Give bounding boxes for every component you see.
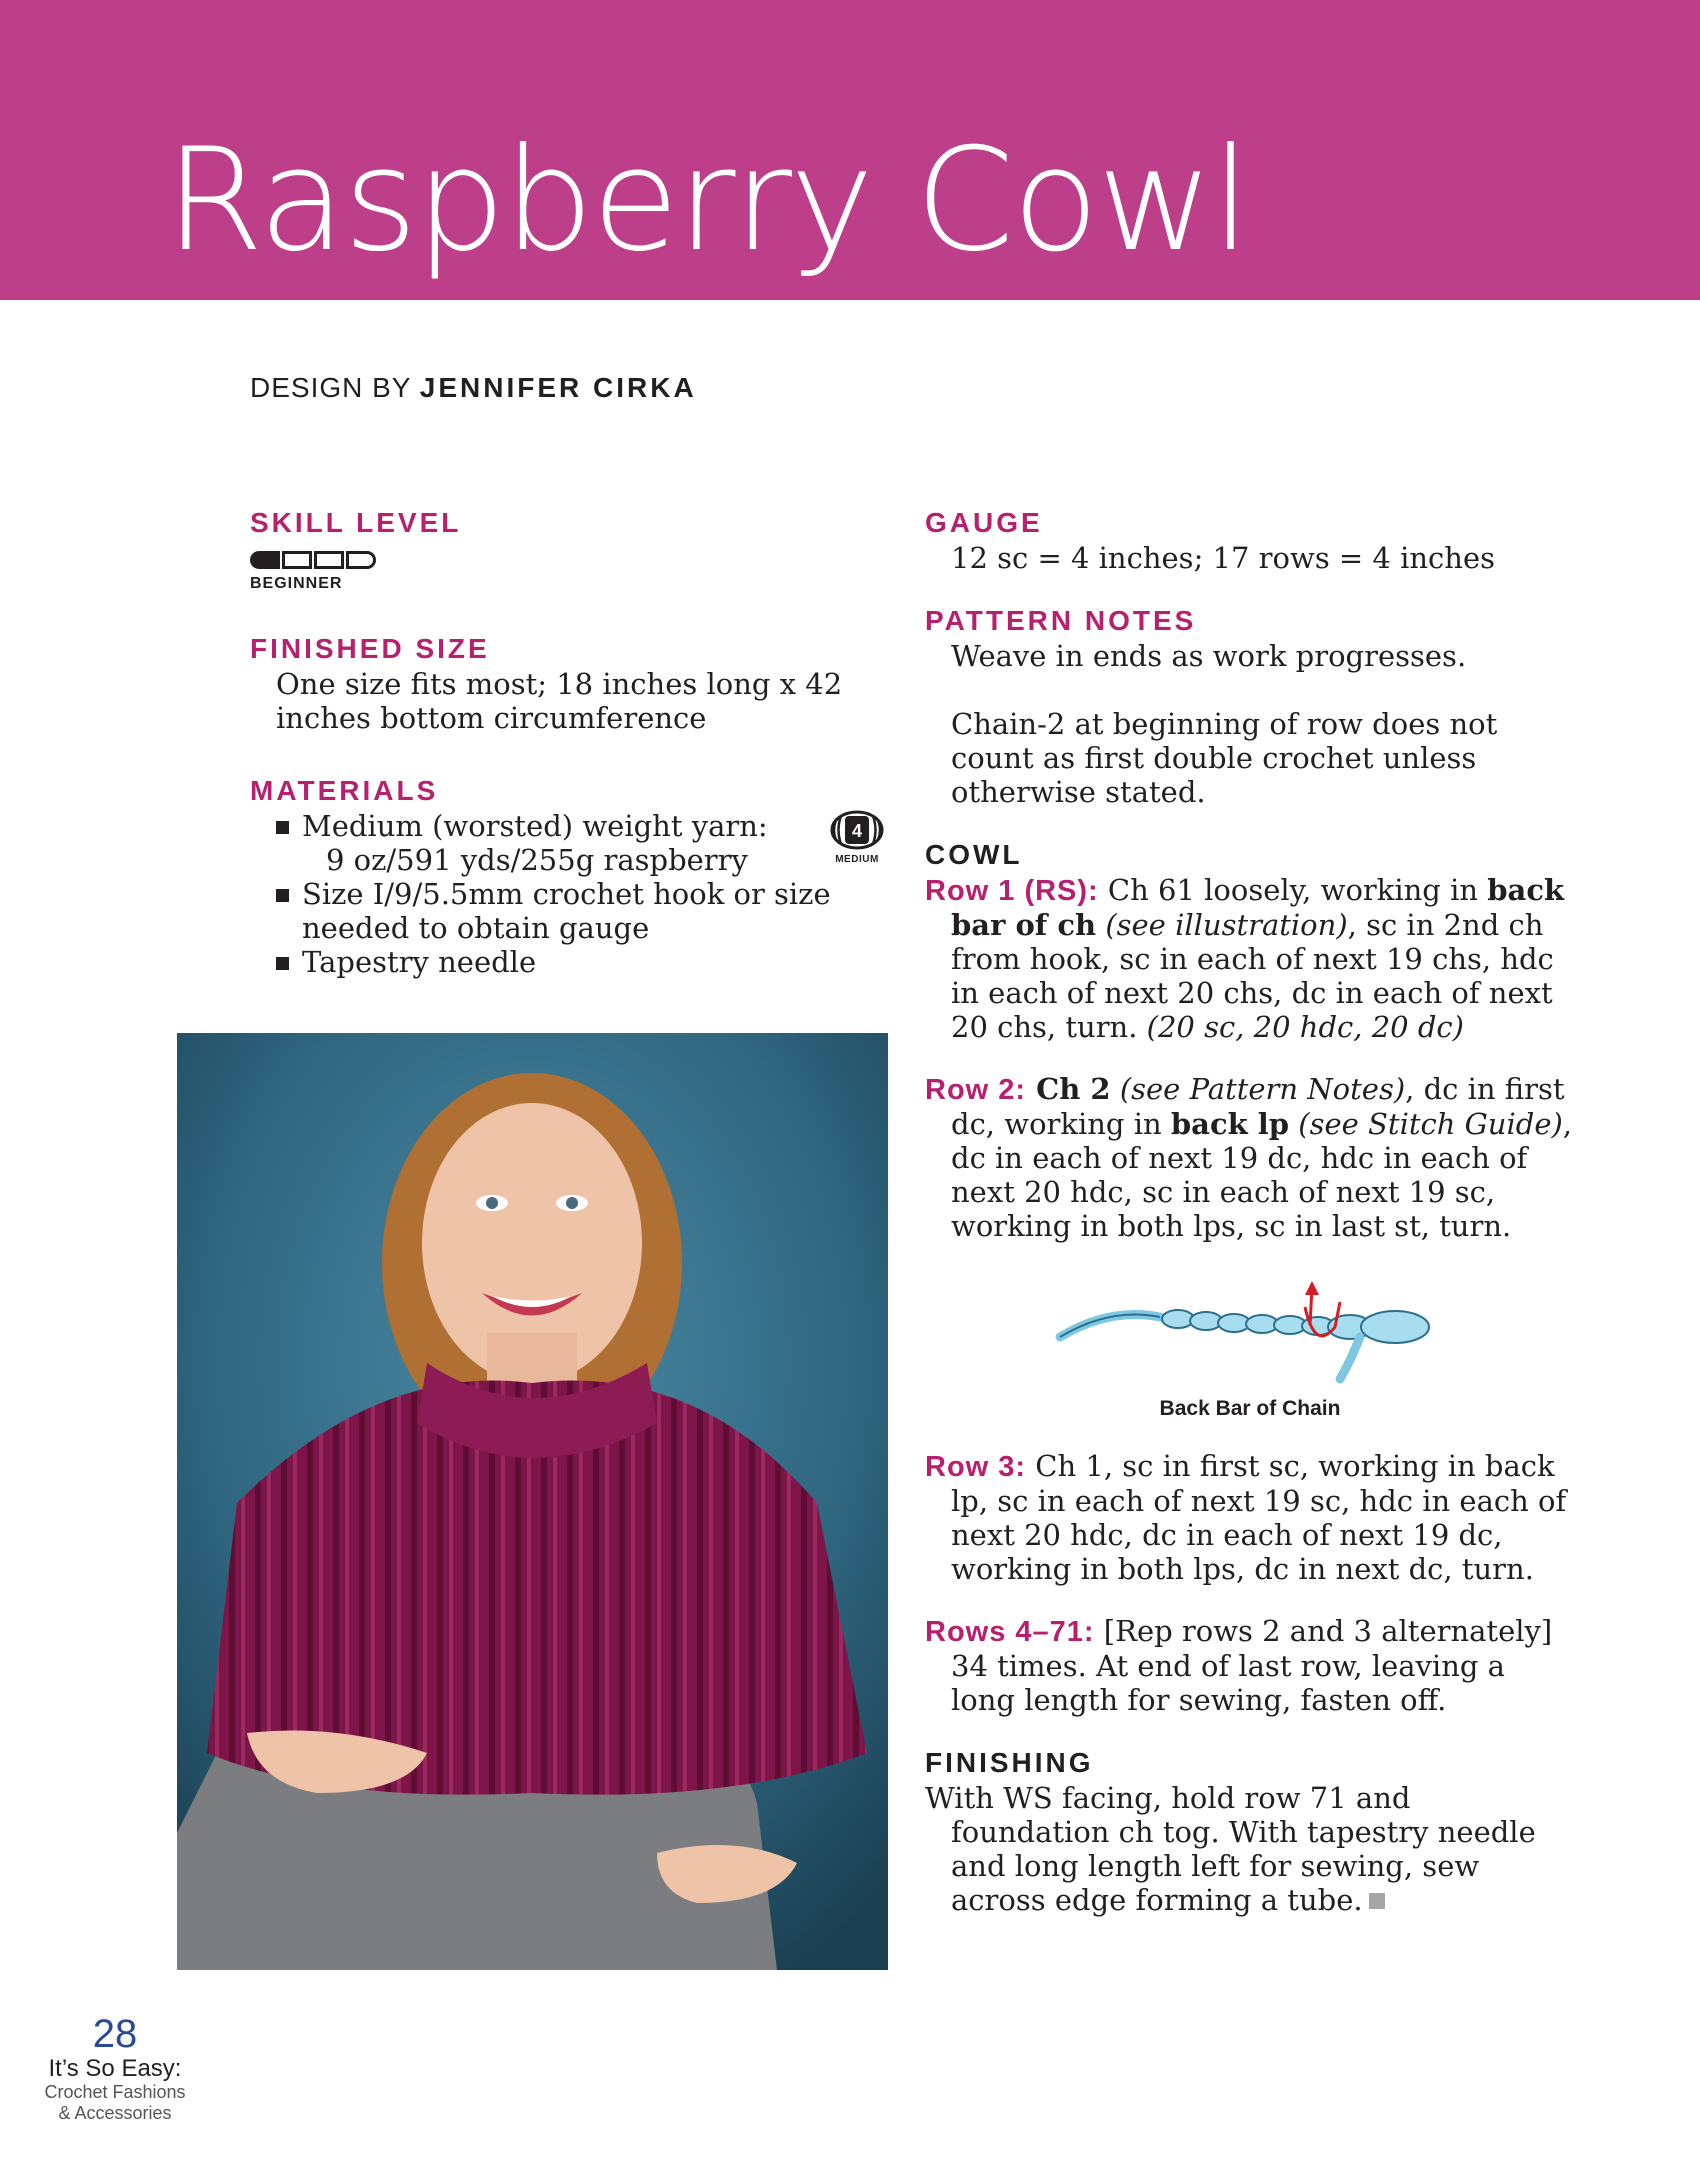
byline (250, 372, 697, 404)
yarn-weight-number: 4 (851, 821, 863, 841)
chain-stitch-diagram (1050, 1267, 1450, 1387)
list-item: Size I/9/5.5mm crochet hook or size needed to obtain gauge (276, 877, 890, 945)
byline-prefix: DESIGN BY (250, 372, 411, 403)
gauge-text: 12 sc = 4 inches; 17 rows = 4 inches (951, 541, 1496, 575)
finished-size-heading: FINISHED SIZE (250, 633, 490, 664)
book-title: It’s So Easy: (48, 2055, 182, 2082)
finished-size-text: One size fits most; 18 inches long x 42 inches bottom circumference (276, 667, 843, 735)
illustration-caption: Back Bar of Chain (1159, 1397, 1341, 1420)
yarn-weight-label: MEDIUM (835, 854, 879, 865)
page-title: Raspberry Cowl (165, 118, 1249, 283)
skill-seg-filled (250, 551, 280, 569)
list-item: Tapestry needle (276, 945, 890, 979)
gauge-heading: GAUGE (925, 507, 1043, 538)
cowl-heading: COWL (925, 839, 1023, 870)
row-1-instructions: Row 1 (RS): Ch 61 loosely, working in back bar of ch (see illustration), sc in 2nd ch from hook, sc in each of next 19 chs, hdc in each of next 20 chs, dc in each of next 20 chs, turn. (20 sc, 20 hdc, 20 dc) (925, 873, 1565, 1044)
yarn-detail: 9 oz/591 yds/255g raspberry (326, 843, 748, 877)
list-item: Medium (worsted) weight yarn: 9 oz/591 yds/255g raspberry (276, 809, 890, 877)
finishing-heading: FINISHING (925, 1747, 1094, 1778)
materials-heading: MATERIALS (250, 775, 439, 806)
row-label: Rows 4–71: (925, 1616, 1095, 1648)
skill-seg-empty (282, 551, 312, 569)
row-label: Row 2: (925, 1074, 1027, 1106)
book-subtitle-1: Crochet Fashions (44, 2082, 186, 2102)
left-column (250, 505, 890, 979)
yarn-skein-icon (830, 810, 884, 850)
rows-4-71-instructions: Rows 4–71: [Rep rows 2 and 3 alternately] 34 times. At end of last row, leaving a long length for sewing, fasten off. (925, 1614, 1553, 1717)
skill-seg-empty (314, 551, 344, 569)
skill-seg-empty (346, 551, 376, 569)
skill-level-heading: SKILL LEVEL (250, 507, 462, 538)
row-2-instructions: Row 2: Ch 2 (see Pattern Notes), dc in first dc, working in back lp (see Stitch Guide), dc in each of next 19 dc, hdc in each of next 20 hdc, sc in each of next 19 sc, working in both lps, sc in last st, turn. (925, 1072, 1573, 1243)
right-column (925, 505, 1575, 1917)
designer-name: JENNIFER CIRKA (419, 372, 697, 403)
finishing-text: With WS facing, hold row 71 and foundation ch tog. With tapestry needle and long length left for sewing, sew across edge forming a tube. (925, 1781, 1536, 1917)
page-footer (40, 2012, 190, 2124)
skill-level-meter (250, 551, 890, 569)
pattern-note-2: Chain-2 at beginning of row does not count as first double crochet unless otherwise stated. (951, 707, 1498, 809)
skill-level-label: BEGINNER (250, 575, 343, 592)
model-photo (177, 1033, 888, 1970)
row-3-instructions: Row 3: Ch 1, sc in first sc, working in back lp, sc in each of next 19 sc, hdc in each of next 20 hdc, dc in each of next 19 dc, working in both lps, dc in next dc, turn. (925, 1449, 1567, 1586)
row-label: Row 3: (925, 1451, 1027, 1483)
page-number: 28 (92, 2012, 138, 2056)
materials-list (250, 809, 890, 979)
end-square-icon (1369, 1893, 1385, 1909)
pattern-note-1: Weave in ends as work progresses. (951, 639, 1467, 673)
row-label: Row 1 (RS): (925, 875, 1099, 907)
back-bar-illustration (925, 1267, 1575, 1421)
yarn-weight-icon (830, 810, 884, 865)
pattern-notes-heading: PATTERN NOTES (925, 605, 1197, 636)
book-subtitle-2: & Accessories (58, 2103, 172, 2123)
